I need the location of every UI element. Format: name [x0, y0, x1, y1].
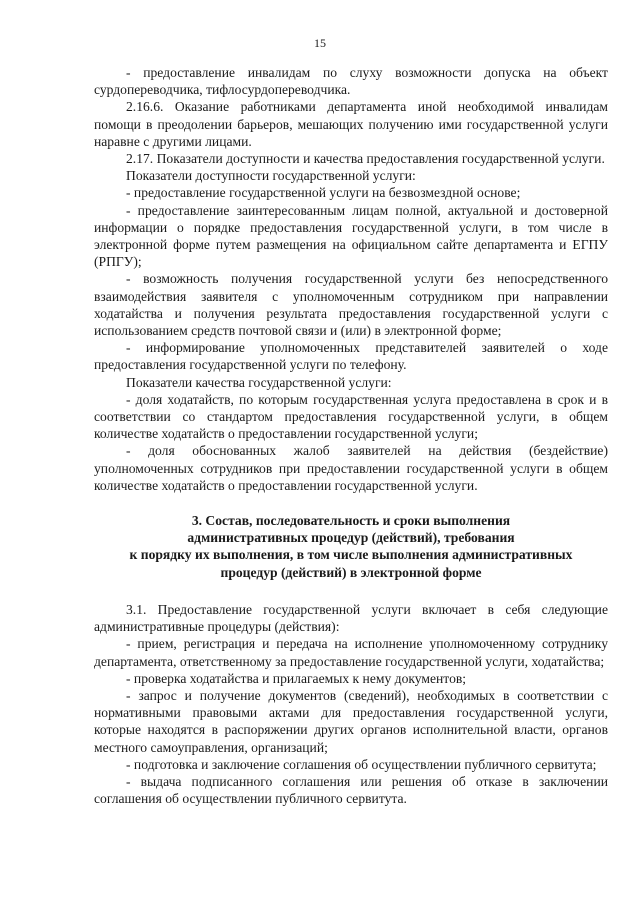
paragraph: - подготовка и заключение соглашения об осуществлении публичного сервитута; [126, 756, 597, 772]
paragraph: - выдача подписанного соглашения или решения об отказе в заключении соглашения об осуществлении публичного сервитута. [94, 773, 608, 807]
paragraph: 3.1. Предоставление государственной услуги включает в себя следующие административные процедуры (действия): [94, 601, 608, 635]
section-heading-line: процедур (действий) в электронной форме [220, 564, 482, 580]
section-heading-line: 3. Состав, последовательность и сроки выполнения [191, 513, 511, 529]
paragraph: - предоставление государственной услуги на безвозмездной основе; [126, 185, 521, 201]
section-heading [94, 512, 608, 581]
paragraph: Показатели качества государственной услуги: [126, 374, 392, 390]
section-heading-line: к порядку их выполнения, в том числе выполнения административных [129, 547, 573, 563]
paragraph: 2.17. Показатели доступности и качества предоставления государственной услуги. [126, 151, 605, 167]
paragraph: - запрос и получение документов (сведений), необходимых в соответствии с нормативными правовыми актами для предоставления государственной услуги, которые находятся в распоряжении других органов исполнительной власти, органов местного самоуправления, организаций; [94, 687, 608, 755]
paragraph: - проверка ходатайства и прилагаемых к нему документов; [126, 670, 467, 686]
paragraph: - доля ходатайств, по которым государственная услуга предоставлена в срок и в соответствии со стандартом предоставления государственной услуги, в общем количестве ходатайств о предоставлении государственной услуги; [94, 391, 608, 442]
paragraph: - доля обоснованных жалоб заявителей на действия (бездействие) уполномоченных сотрудников при предоставлении государственной услуги в общем количестве ходатайств о предоставлении государственной услуги. [94, 443, 608, 493]
paragraph: - прием, регистрация и передача на исполнение уполномоченному сотруднику департамента, ответственному за предоставление государственной услуги, ходатайства; [94, 636, 608, 669]
paragraph: - возможность получения государственной услуги без непосредственного взаимодействия заявителя с уполномоченным сотрудником при направлении ходатайства и получения результата предоставления государственной услуги с использованием средств почтовой связи и (или) в электронной форме; [94, 271, 608, 339]
paragraph: - предоставление заинтересованным лицам полной, актуальной и достоверной информации о порядке предоставления государственной услуги, в том числе в электронной форме путем размещения на официальном сайте департамента и ЕГПУ (РПГУ); [94, 202, 608, 270]
paragraph: Показатели доступности государственной услуги: [126, 168, 416, 184]
document-body [94, 64, 608, 807]
paragraph: - предоставление инвалидам по слуху возможности допуска на объект сурдопереводчика, тифлосурдопереводчика. [94, 65, 608, 98]
paragraph: - информирование уполномоченных представителей заявителей о ходе предоставления государственной услуги по телефону. [94, 340, 608, 373]
paragraph: 2.16.6. Оказание работниками департамента иной необходимой инвалидам помощи в преодолении барьеров, мешающих получению ими государственной услуги наравне с другими лицами. [94, 99, 608, 149]
section-heading-line: административных процедур (действий), требования [187, 530, 515, 546]
page-number: 15 [314, 36, 326, 50]
